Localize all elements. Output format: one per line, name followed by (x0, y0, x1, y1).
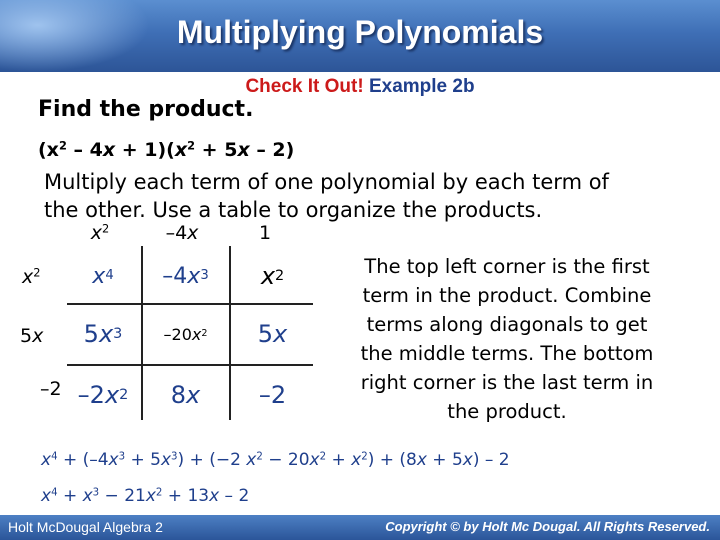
example-heading (0, 76, 720, 98)
note-line: the product. (447, 400, 567, 423)
row-header: –2 (40, 378, 62, 400)
explanation-note (322, 252, 692, 426)
note-line: terms along diagonals to get (366, 313, 648, 336)
note-line: right corner is the last term in (360, 371, 654, 394)
product-table (65, 243, 315, 423)
note-line: term in the product. Combine (362, 284, 652, 307)
paragraph-line: Multiply each term of one polynomial by each term of (44, 170, 609, 194)
column-header: $x^2$ (90, 221, 110, 244)
row-header: $x^2$ (22, 265, 41, 288)
footer-copyright: Copyright © by Holt Mc Dougal. All Rights Reserved. (385, 519, 710, 534)
table-cell: 8 x (170, 380, 201, 409)
table-cell: –4 x 3 (162, 263, 209, 289)
table-cell: –2 (258, 380, 287, 409)
note-line: The top left corner is the first (364, 255, 650, 278)
footer-bar (0, 515, 720, 540)
table-cell: x 4 (92, 263, 114, 289)
row-header: 5x (20, 325, 44, 347)
note-line: the middle terms. The bottom (360, 342, 654, 365)
problem-expression: $(x^2 - 4x + 1)(x^2 + 5x - 2)$ (38, 138, 295, 161)
instruction-text: Find the product. (38, 97, 254, 122)
slide-title: Multiplying Polynomials (176, 14, 544, 50)
explanation-paragraph (44, 168, 609, 224)
column-header: 1 (258, 222, 272, 244)
table-cell: –20 x 2 (163, 324, 208, 344)
column-header: –4x (165, 222, 199, 244)
footer-course-label: Holt McDougal Algebra 2 (8, 519, 163, 535)
table-cell: x 2 (260, 262, 285, 290)
table-cell: –2 x 2 (77, 380, 129, 409)
table-cell: 5 x (257, 320, 288, 348)
table-cell: 5 x 3 (83, 320, 123, 348)
result-expression: $x^4 + x^3 - 21x^2 + 13x - 2$ (41, 486, 250, 506)
paragraph-line: the other. Use a table to organize the products. (44, 198, 543, 222)
check-it-out-label: Check It Out! (245, 76, 364, 97)
combined-terms-expression: $x^4 + (-4x^3 + 5x^3) + (-2$ $x^2 - 20x^2 + x^2) + (8x + 5x) - 2$ (41, 450, 510, 470)
title-banner (0, 0, 720, 72)
example-label: Example 2b (368, 76, 475, 97)
